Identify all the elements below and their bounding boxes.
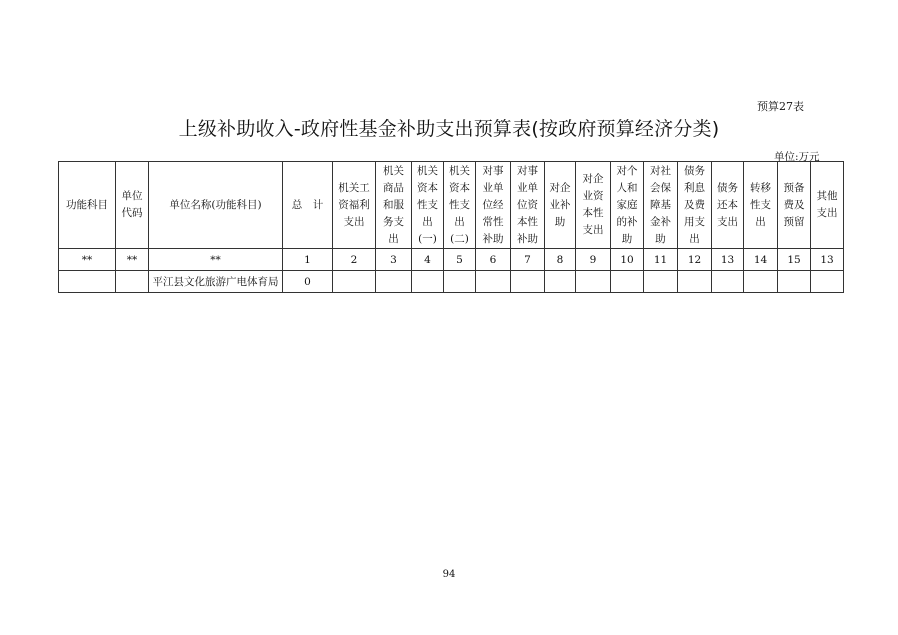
table-number: 预算27表 — [757, 100, 804, 113]
header-cell: 其他 支出 — [811, 162, 844, 249]
index-cell: 2 — [333, 249, 376, 271]
function-subject-cell — [59, 271, 116, 293]
index-cell: 13 — [712, 249, 744, 271]
header-cell: 对企 业补 助 — [545, 162, 576, 249]
index-cell: 9 — [576, 249, 611, 271]
unit-label: 单位:万元 — [774, 151, 820, 163]
value-cell — [778, 271, 811, 293]
index-cell: 8 — [545, 249, 576, 271]
value-cell — [412, 271, 444, 293]
value-cell — [376, 271, 412, 293]
index-row — [59, 249, 844, 271]
value-cell — [678, 271, 712, 293]
header-cell: 预备 费及 预留 — [778, 162, 811, 249]
header-cell: 对社 会保 障基 金补 助 — [644, 162, 678, 249]
page-number: 94 — [442, 569, 456, 580]
value-cell — [611, 271, 644, 293]
index-cell: 10 — [611, 249, 644, 271]
unit-code-cell — [116, 271, 149, 293]
value-cell — [545, 271, 576, 293]
index-cell: 11 — [644, 249, 678, 271]
index-cell: 3 — [376, 249, 412, 271]
value-cell — [476, 271, 511, 293]
value-cell — [576, 271, 611, 293]
value-cell — [644, 271, 678, 293]
header-cell: 机关 商品 和服 务支 出 — [376, 162, 412, 249]
header-cell: 机关 资本 性支 出 (一) — [412, 162, 444, 249]
header-cell: 总 计 — [283, 162, 333, 249]
header-cell: 对事 业单 位资 本性 补助 — [511, 162, 545, 249]
value-cell — [333, 271, 376, 293]
index-cell: 12 — [678, 249, 712, 271]
index-cell: 14 — [744, 249, 778, 271]
index-cell: 13 — [811, 249, 844, 271]
unit-name-cell: 平江县文化旅游广电体育局 — [149, 271, 283, 293]
header-cell: 债务 还本 支出 — [712, 162, 744, 249]
index-cell: 15 — [778, 249, 811, 271]
table-row — [59, 271, 844, 293]
index-cell: 7 — [511, 249, 545, 271]
value-cell — [811, 271, 844, 293]
index-cell: 4 — [412, 249, 444, 271]
header-row — [59, 162, 844, 249]
header-cell: 债务 利息 及费 用支 出 — [678, 162, 712, 249]
budget-table — [58, 161, 844, 293]
total-cell: 0 — [283, 271, 333, 293]
index-cell: 5 — [444, 249, 476, 271]
value-cell — [744, 271, 778, 293]
value-cell — [511, 271, 545, 293]
header-cell: 单位名称(功能科目) — [149, 162, 283, 249]
header-cell: 对个 人和 家庭 的补 助 — [611, 162, 644, 249]
header-cell: 机关 资本 性支 出 (二) — [444, 162, 476, 249]
value-cell — [444, 271, 476, 293]
index-cell: ** — [59, 249, 116, 271]
page-title: 上级补助收入-政府性基金补助支出预算表(按政府预算经济分类) — [178, 118, 720, 140]
index-cell: ** — [149, 249, 283, 271]
header-cell: 功能科目 — [59, 162, 116, 249]
header-cell: 转移 性支 出 — [744, 162, 778, 249]
header-cell: 单位 代码 — [116, 162, 149, 249]
header-cell: 机关工 资福利 支出 — [333, 162, 376, 249]
index-cell: 6 — [476, 249, 511, 271]
header-cell: 对企 业资 本性 支出 — [576, 162, 611, 249]
index-cell: 1 — [283, 249, 333, 271]
value-cell — [712, 271, 744, 293]
index-cell: ** — [116, 249, 149, 271]
header-cell: 对事 业单 位经 常性 补助 — [476, 162, 511, 249]
